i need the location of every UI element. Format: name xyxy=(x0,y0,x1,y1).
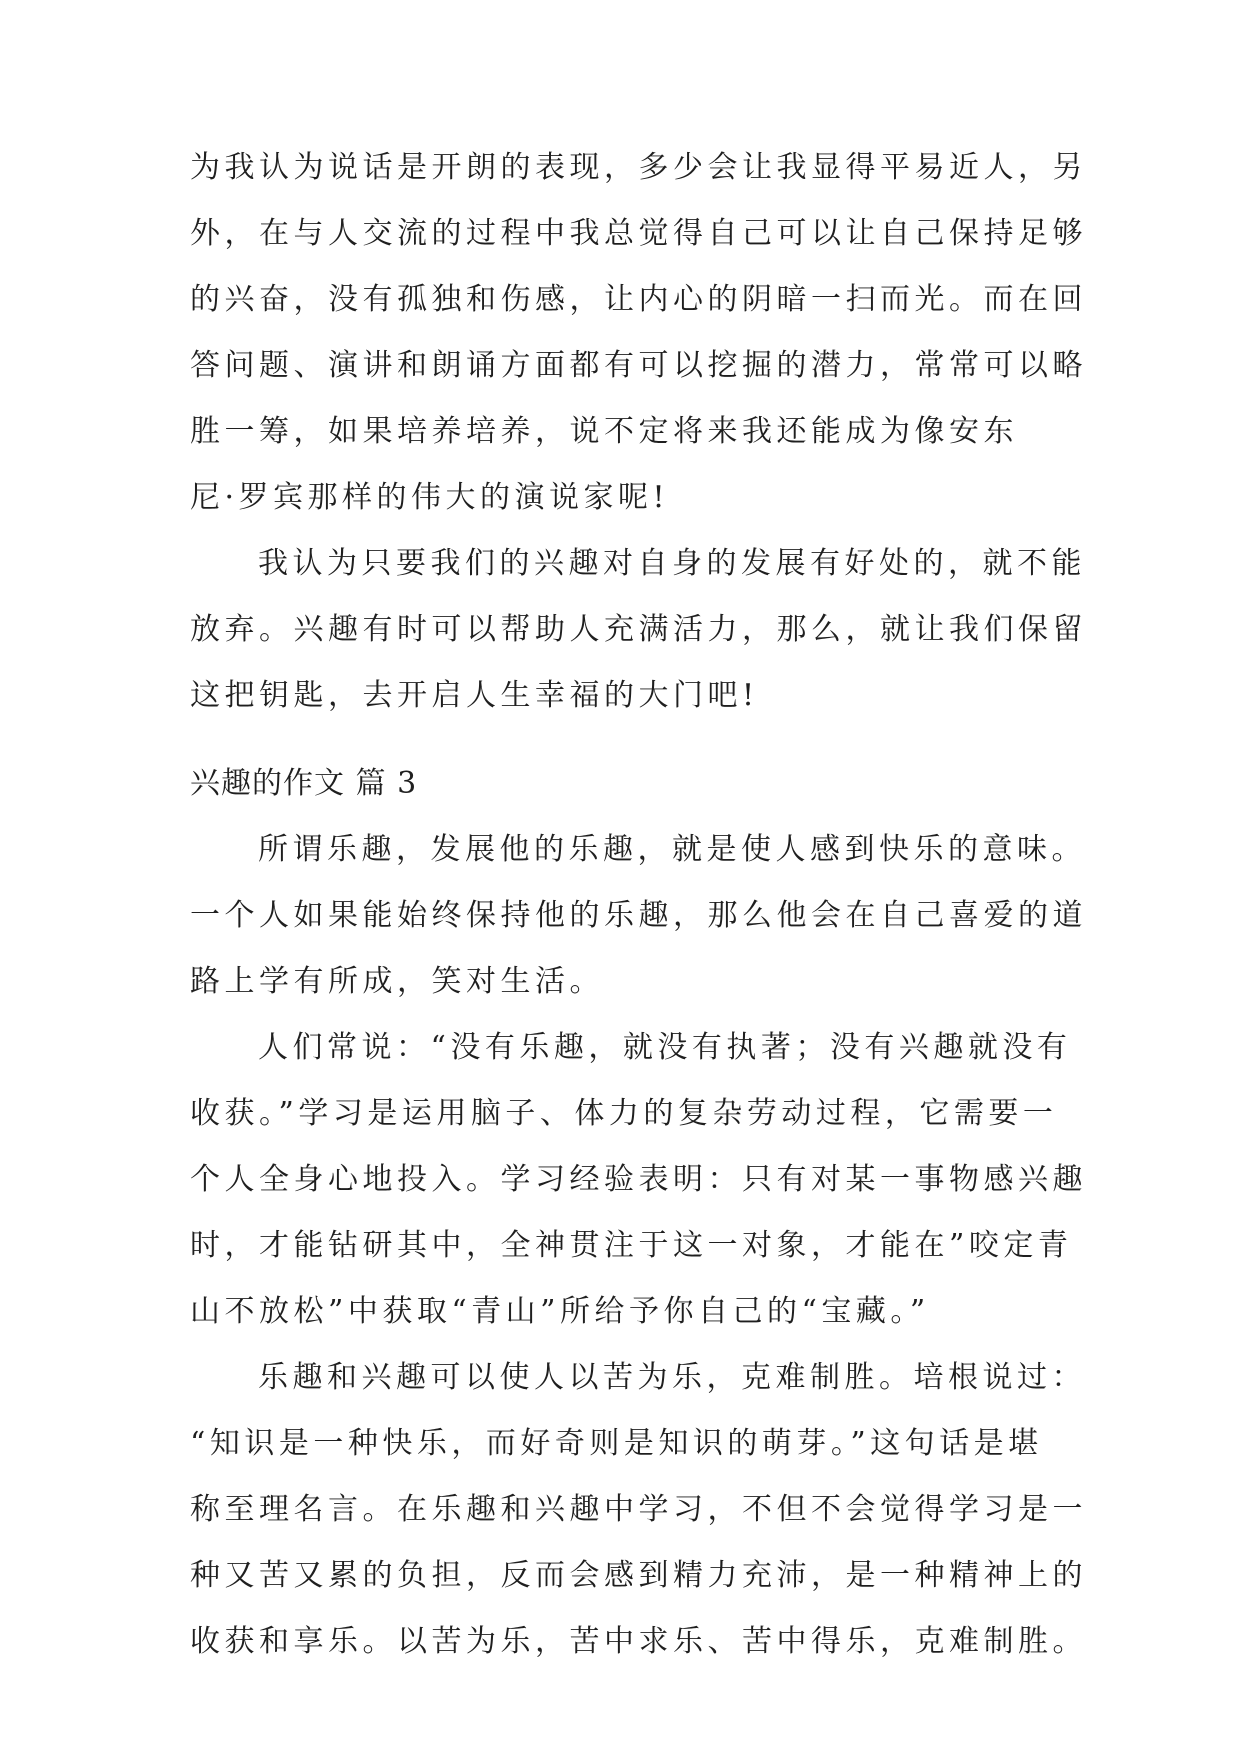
paragraph-line: 收获和享乐。以苦为乐，苦中求乐、苦中得乐，克难制胜。 xyxy=(190,1624,1087,1659)
paragraph-line: 时，才能钻研其中，全神贯注于这一对象，才能在”咬定青 xyxy=(190,1228,1073,1263)
paragraph-line: 放弃。兴趣有时可以帮助人充满活力，那么，就让我们保留 xyxy=(190,612,1087,647)
paragraph-line: 一个人如果能始终保持他的乐趣，那么他会在自己喜爱的道 xyxy=(190,898,1087,933)
paragraph-line: 路上学有所成，笑对生活。 xyxy=(190,964,604,999)
paragraph-line: 收获。”学习是运用脑子、体力的复杂劳动过程，它需要一 xyxy=(190,1096,1058,1131)
paragraph-line: 为我认为说话是开朗的表现，多少会让我显得平易近人，另 xyxy=(190,150,1087,185)
paragraph-line: 人们常说：“没有乐趣，就没有执著；没有兴趣就没有 xyxy=(258,1030,1072,1065)
paragraph-line: 这把钥匙，去开启人生幸福的大门吧! xyxy=(190,678,759,713)
paragraph-line: 乐趣和兴趣可以使人以苦为乐，克难制胜。培根说过： xyxy=(258,1360,1086,1395)
paragraph-line: 的兴奋，没有孤独和伤感，让内心的阴暗一扫而光。而在回 xyxy=(190,282,1087,317)
paragraph-line: 个人全身心地投入。学习经验表明：只有对某一事物感兴趣 xyxy=(190,1162,1087,1197)
section-heading: 兴趣的作文 篇 3 xyxy=(190,766,418,801)
paragraph-line: 外，在与人交流的过程中我总觉得自己可以让自己保持足够 xyxy=(190,216,1087,251)
paragraph-line: 所谓乐趣，发展他的乐趣，就是使人感到快乐的意味。 xyxy=(258,832,1086,867)
paragraph-line: 称至理名言。在乐趣和兴趣中学习，不但不会觉得学习是一 xyxy=(190,1492,1087,1527)
paragraph-line: 答问题、演讲和朗诵方面都有可以挖掘的潜力，常常可以略 xyxy=(190,348,1087,383)
paragraph-line: “知识是一种快乐，而好奇则是知识的萌芽。”这句话是堪 xyxy=(190,1426,1043,1461)
paragraph-line: 种又苦又累的负担，反而会感到精力充沛，是一种精神上的 xyxy=(190,1558,1087,1593)
paragraph-line: 胜一筹，如果培养培养，说不定将来我还能成为像安东 xyxy=(190,414,1018,449)
paragraph-line: 尼·罗宾那样的伟大的演说家呢! xyxy=(190,480,670,515)
paragraph-line: 我认为只要我们的兴趣对自身的发展有好处的，就不能 xyxy=(258,546,1086,581)
paragraph-line: 山不放松”中获取“青山”所给予你自己的“宝藏。” xyxy=(190,1294,930,1329)
